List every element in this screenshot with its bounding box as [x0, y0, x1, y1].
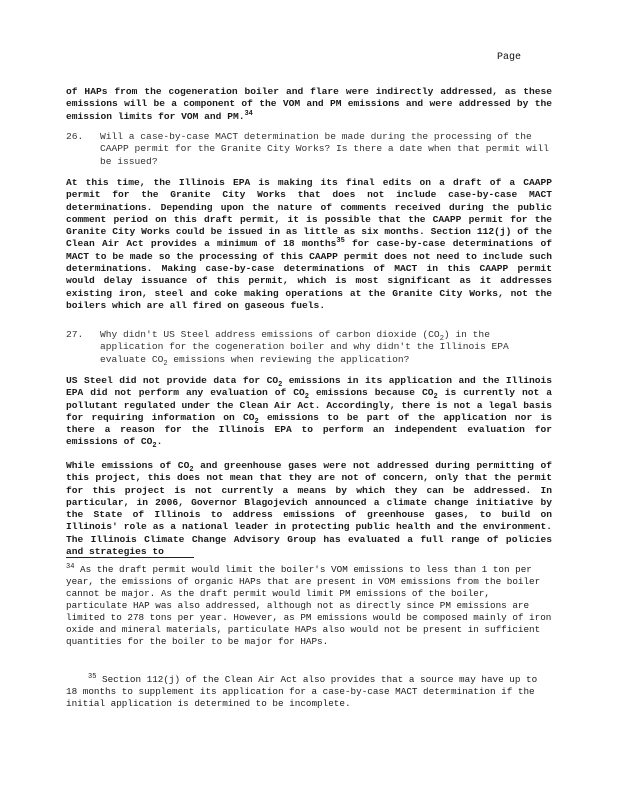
footnote-35: $^{35}$ Section 112(j) of the Clean Air Act also provides that a source may have up to 18 months to supplement its application for a case-by-case MACT determination if the initial application is determined to be incomplete.	[66, 672, 538, 709]
answer-27-continued-paragraph: While emissions of $CO_2$ and greenhouse gases were not addressed during permitting of this project, this does not mean that they are not of concern, only that the permit for this project is not currently a means by which they can be addressed. In particular, in 2006, Governor Blagojevich announced a climate change initiative by the State of Illinois to address emissions of greenhouse gases, to build on Illinois' role as a national leader in protecting public health and the environment. The Illinois Climate Change Advisory Group has evaluated a full range of policies and strategies to	[66, 460, 552, 558]
question-number: 26.	[66, 131, 84, 142]
footnote-ref-34: 34	[244, 109, 253, 118]
page-label: Page	[497, 52, 522, 63]
footnote-separator	[66, 557, 194, 558]
footnote-mark: 34	[66, 562, 75, 571]
answer-27-paragraph: US Steel did not provide data for $CO_2$ emissions in its application and the Illinois EPA did not perform any evaluation of $CO_2$ emissions because $CO_2$ is currently not a pollutant regulated under the Clean Air Act. Accordingly, there is not a legal basis for requiring information on $CO_2$ emissions to be part of the application nor is there a reason for the Illinois EPA to perform an independent evaluation for emissions of $CO_2$.	[66, 375, 552, 451]
answer-26-paragraph: At this time, the Illinois EPA is making its final edits on a draft of a CAAPP permit for the Granite City Works that does not include case-by-case MACT determinations. Depending upon the nature of comments received during the public comment period on this draft permit, it is possible that the CAAPP permit for the Granite City Works could be issued in as little as six months. Section 112(j) of the Clean Air Act provides a minimum of 18 months$^{35}$ for case-by-case determinations of MACT to be made so the processing of this CAAPP permit does not need to include such determinations. Making case-by-case determinations of MACT in this CAAPP permit would delay issuance of this permit, which is most significant as it addresses existing iron, steel and coke making operations at the Granite City Works, not the boilers which are all fired on gaseous fuels.	[66, 177, 552, 311]
intro-paragraph: of HAPs from the cogeneration boiler and flare were indirectly addressed, as these emissions will be a component of the VOM and PM emissions and were addressed by the emission limits for VOM and PM.$^{34}$	[66, 86, 552, 122]
question-text: Why didn't US Steel address emissions of carbon dioxide $(CO_2)$ in the application for the cogeneration boiler and why didn't the Illinois EPA evaluate $CO_2$ emissions when reviewing the application?	[100, 329, 509, 368]
footnote-34: $^{34}$ As the draft permit would limit the boiler's VOM emissions to less than 1 ton per year, the emissions of organic HAPs that are present in VOM emissions from the boiler cannot be major. As the draft permit would limit PM emissions of the boiler, particulate HAP was also addressed, although not as directly since PM emissions are limited to 278 tons per year. However, as PM emissions would be composed mainly of iron oxide and mineral materials, particulate HAPs also would not be present in sufficient quantities for the boiler to be major for HAPs.	[66, 562, 552, 647]
question-number: 27.	[66, 329, 84, 340]
question-text: Will a case-by-case MACT determination be made during the processing of the CAAPP permit for the Granite City Works? Is there a date when that permit will be issued?	[100, 131, 550, 167]
footnote-mark: 35	[88, 672, 97, 681]
footnote-ref-35: 35	[336, 237, 345, 246]
